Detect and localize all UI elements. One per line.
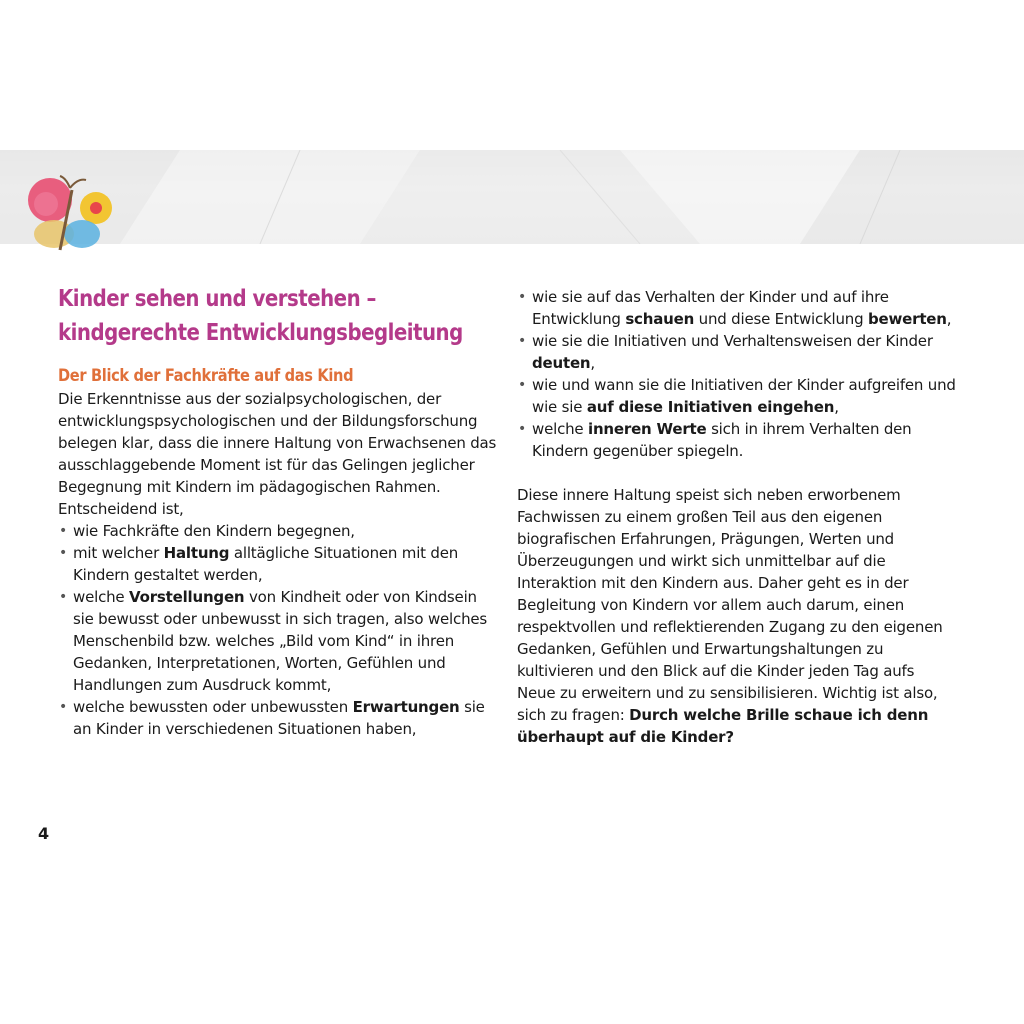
list-item: • wie sie die Initiativen und Verhaltensweisen der Kinder deuten, bbox=[517, 330, 957, 374]
page-title: Kinder sehen und verstehen – kindgerechte Entwicklungsbegleitung bbox=[58, 286, 463, 346]
list-item: • mit welcher Haltung alltägliche Situationen mit den Kindern gestaltet werden, bbox=[58, 542, 498, 586]
list-item: • welche bewussten oder unbewussten Erwartungen sie an Kinder in verschiedenen Situationen haben, bbox=[58, 696, 498, 740]
list-item: • wie sie auf das Verhalten der Kinder und auf ihre Entwicklung schauen und diese Entwicklung bewerten, bbox=[517, 286, 957, 330]
butterfly-drawing-icon bbox=[20, 168, 120, 264]
list-item: • welche Vorstellungen von Kindheit oder von Kindsein sie bewusst oder unbewusst in sich tragen, also welches Menschenbild bzw. welches „Bild vom Kind“ in ihren Gedanken, Interpretationen, Worten, Gefühlen und Handlungen zum Ausdruck kommt, bbox=[58, 586, 498, 696]
page-number: 4 bbox=[38, 824, 50, 843]
list-item: • wie Fachkräfte den Kindern begegnen, bbox=[58, 520, 498, 542]
list-item: • wie und wann sie die Initiativen der Kinder aufgreifen und wie sie auf diese Initiativen eingehen, bbox=[517, 374, 957, 418]
left-column bbox=[58, 282, 498, 740]
closing-question: Durch welche Brille schaue ich denn überhaupt auf die Kinder? bbox=[517, 706, 929, 746]
bullet-list-right bbox=[517, 286, 957, 462]
closing-paragraph: Diese innere Haltung speist sich neben erworbenem Fachwissen zu einem großen Teil aus den eigenen biografischen Erfahrungen, Prägungen, Werten und Überzeugungen und wirkt sich unmittelbar auf die Interaktion mit den Kindern aus. Daher geht es in der Begleitung von Kindern vor allem auch darum, einen respektvollen und reflektierenden Zugang zu den eigenen Gedanken, Gefühlen und Erwartungshaltungen zu kultivieren und den Blick auf die Kinder jeden Tag aufs Neue zu erweitern und zu sensibilisieren. Wichtig ist also, sich zu fragen: Durch welche Brille schaue ich denn überhaupt auf die Kinder? bbox=[517, 486, 943, 746]
bullet-list-left bbox=[58, 520, 498, 740]
paper-banner bbox=[0, 150, 1024, 244]
paper-texture bbox=[0, 150, 1024, 244]
right-column bbox=[517, 286, 957, 748]
intro-paragraph: Die Erkenntnisse aus der sozialpsychologischen, der entwicklungspsychologischen und der Bildungsforschung belegen klar, dass die innere Haltung von Erwachsenen das ausschlaggebende Moment ist für das Gelingen jeglicher Begegnung mit Kindern im pädagogischen Rahmen. Entscheidend ist, bbox=[58, 390, 497, 518]
list-item: • welche inneren Werte sich in ihrem Verhalten den Kindern gegenüber spiegeln. bbox=[517, 418, 957, 462]
section-subtitle: Der Blick der Fachkräfte auf das Kind bbox=[58, 366, 354, 386]
